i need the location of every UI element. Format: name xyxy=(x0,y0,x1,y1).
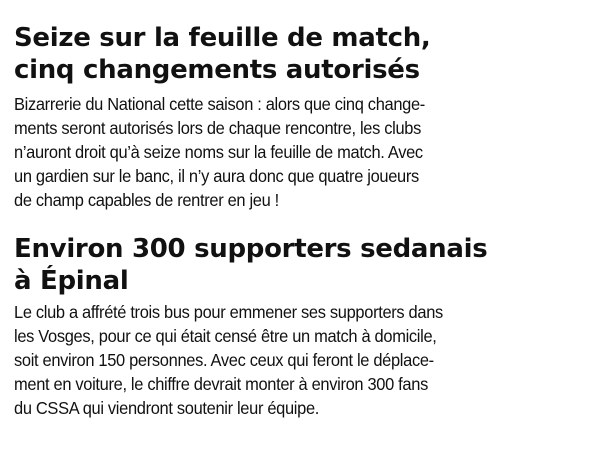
body-line: de champ capables de rentrer en jeu ! xyxy=(14,190,279,210)
body-line: Bizarrerie du National cette saison : alors que cinq change- xyxy=(14,94,425,114)
body-line: Le club a affrété trois bus pour emmener ses supporters dans xyxy=(14,302,443,322)
article-supporters-epinal xyxy=(14,233,583,420)
article-headline xyxy=(14,233,583,297)
headline-line: Seize sur la feuille de match, xyxy=(14,23,431,53)
headline-line: cinq changements autorisés xyxy=(14,55,420,85)
article-body xyxy=(14,300,581,420)
body-line: soit environ 150 personnes. Avec ceux qui feront le déplace- xyxy=(14,350,434,370)
body-line: ment en voiture, le chiffre devrait monter à environ 300 fans xyxy=(14,374,428,394)
headline-line: à Épinal xyxy=(14,266,129,296)
body-line: n’auront droit qu’à seize noms sur la feuille de match. Avec xyxy=(14,142,423,162)
article-body xyxy=(14,92,581,212)
article-headline xyxy=(14,22,583,86)
body-line: un gardien sur le banc, il n’y aura donc que quatre joueurs xyxy=(14,166,419,186)
article-sixteen-on-sheet xyxy=(14,22,583,212)
body-line: du CSSA qui viendront soutenir leur équipe. xyxy=(14,398,320,418)
body-line: ments seront autorisés lors de chaque rencontre, les clubs xyxy=(14,118,422,138)
body-line: les Vosges, pour ce qui était censé être un match à domicile, xyxy=(14,326,437,346)
headline-line: Environ 300 supporters sedanais xyxy=(14,234,488,264)
